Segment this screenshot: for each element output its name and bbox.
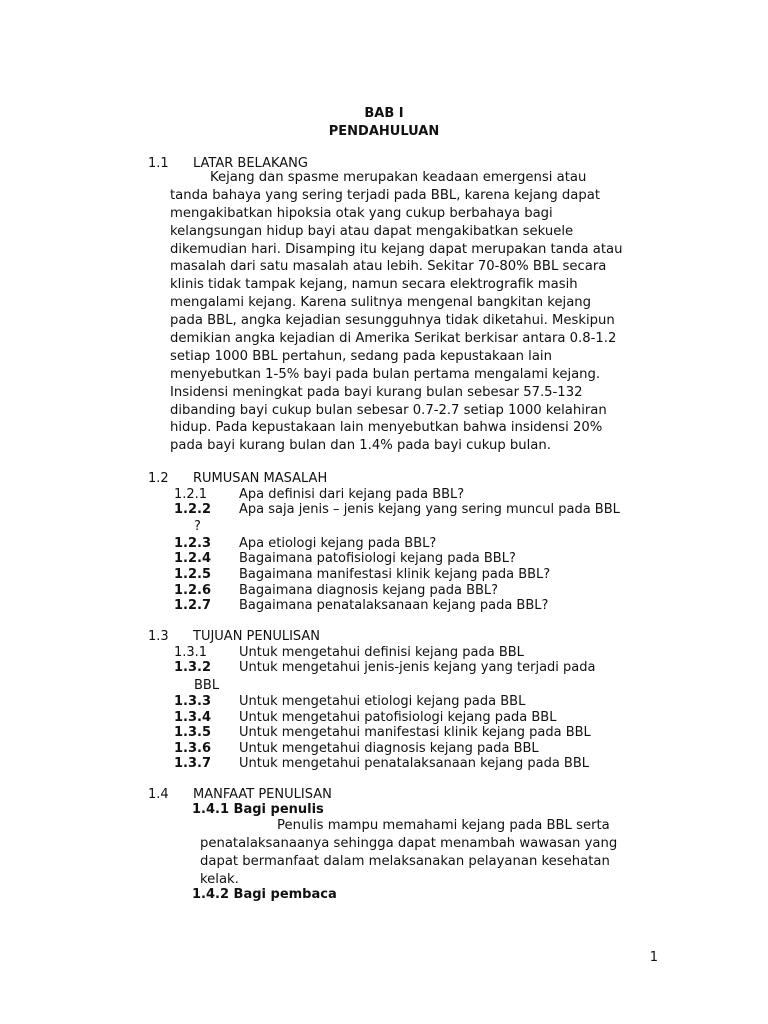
list-item-text: Untuk mengetahui penatalaksanaan kejang pada BBL xyxy=(239,756,590,771)
paragraph-line: dapat bermanfaat dalam melaksanakan pelayanan kesehatan xyxy=(200,853,610,869)
list-item-text: Bagaimana patofisiologi kejang pada BBL? xyxy=(239,551,516,566)
list-item-text: Untuk mengetahui diagnosis kejang pada BBL xyxy=(239,741,539,756)
section-1-3-title: TUJUAN PENULISAN xyxy=(193,629,321,644)
subsection-1-4-2-title: 1.4.2 Bagi pembaca xyxy=(192,887,337,902)
list-item-number: 1.3.5 xyxy=(174,725,212,740)
paragraph-line: Insidensi meningkat pada bayi kurang bulan sebesar 57.5-132 xyxy=(170,384,583,400)
paragraph-line: mengalami kejang. Karena sulitnya mengenal bangkitan kejang xyxy=(170,295,592,311)
section-1-1-paragraph xyxy=(170,169,622,455)
paragraph-line: pada BBL, angka kejadian sesungguhnya tidak diketahui. Meskipun xyxy=(170,313,615,329)
list-item-number: 1.2.2 xyxy=(174,502,212,517)
paragraph-line: Penulis mampu memahami kejang pada BBL serta xyxy=(277,818,610,833)
list-item-number: 1.3.6 xyxy=(174,741,212,756)
list-item-number: 1.2.1 xyxy=(174,487,208,502)
section-1-2-title: RUMUSAN MASALAH xyxy=(193,471,328,486)
section-1-4-title: MANFAAT PENULISAN xyxy=(193,787,332,802)
paragraph-line: hidup. Pada kepustakaan lain menyebutkan bahwa insidensi 20% xyxy=(170,420,603,436)
section-1-2-number: 1.2 xyxy=(148,471,169,486)
paragraph-line: masalah dari satu masalah atau lebih. Sekitar 70-80% BBL secara xyxy=(170,259,607,275)
list-item-number: 1.3.2 xyxy=(174,660,212,675)
subsection-1-4-1-title: 1.4.1 Bagi penulis xyxy=(192,802,324,817)
section-1-1-title: LATAR BELAKANG xyxy=(193,156,308,171)
paragraph-line: menyebutkan 1-5% bayi pada bulan pertama mengalami kejang. xyxy=(170,366,601,382)
list-item-text: Bagaimana diagnosis kejang pada BBL? xyxy=(239,583,499,598)
section-1-4-number: 1.4 xyxy=(148,787,169,802)
paragraph-line: dibanding bayi cukup bulan sebesar 0.7-2.7 setiap 1000 kelahiran xyxy=(170,402,607,418)
paragraph-line: demikian angka kejadian di Amerika Serikat berkisar antara 0.8-1.2 xyxy=(170,331,617,347)
list-item-number: 1.3.1 xyxy=(174,645,208,660)
list-item-number: 1.2.5 xyxy=(174,567,212,582)
list-item-number: 1.2.6 xyxy=(174,583,212,598)
list-item-number: 1.2.4 xyxy=(174,551,212,566)
list-item-number: 1.3.4 xyxy=(174,710,212,725)
list-item-text: Untuk mengetahui etiologi kejang pada BBL xyxy=(239,694,526,709)
list-item-number: 1.3.3 xyxy=(174,694,212,709)
list-item-text: Untuk mengetahui jenis-jenis kejang yang terjadi pada xyxy=(239,660,596,675)
page-number: 1 xyxy=(649,950,658,965)
paragraph-line: dikemudian hari. Disamping itu kejang dapat merupakan tanda atau xyxy=(170,241,623,257)
subsection-1-4-1-paragraph xyxy=(200,817,617,889)
paragraph-line: penatalaksanaanya sehingga dapat menambah wawasan yang xyxy=(200,835,618,851)
paragraph-line: klinis tidak tampak kejang, namun secara elektrografik masih xyxy=(170,277,578,293)
paragraph-line: kelak. xyxy=(200,871,239,887)
list-item-number: 1.2.7 xyxy=(174,598,212,613)
list-item-text: Untuk mengetahui patofisiologi kejang pada BBL xyxy=(239,710,557,725)
list-item-wrap: BBL xyxy=(194,678,220,693)
list-item-text: Apa etiologi kejang pada BBL? xyxy=(239,536,437,551)
section-1-3-number: 1.3 xyxy=(148,629,169,644)
list-item-text: Bagaimana penatalaksanaan kejang pada BBL? xyxy=(239,598,549,613)
list-item-text: Apa definisi dari kejang pada BBL? xyxy=(239,487,465,502)
paragraph-line: pada bayi kurang bulan dan 1.4% pada bayi cukup bulan. xyxy=(170,438,551,454)
list-item-wrap: ? xyxy=(194,519,201,534)
paragraph-line: kelangsungan hidup bayi atau dapat mengakibatkan sekuele xyxy=(170,223,574,239)
list-item-number: 1.2.3 xyxy=(174,536,212,551)
paragraph-line: mengakibatkan hipoksia otak yang cukup berbahaya bagi xyxy=(170,205,553,221)
list-item-text: Apa saja jenis – jenis kejang yang sering muncul pada BBL xyxy=(239,502,620,517)
list-item-text: Bagaimana manifestasi klinik kejang pada BBL? xyxy=(239,567,551,582)
section-1-1-number: 1.1 xyxy=(148,156,169,171)
chapter-label: BAB I xyxy=(364,106,404,121)
chapter-title: PENDAHULUAN xyxy=(328,124,440,139)
list-item-text: Untuk mengetahui definisi kejang pada BBL xyxy=(239,645,524,660)
paragraph-line: tanda bahaya yang sering terjadi pada BBL, karena kejang dapat xyxy=(170,187,601,203)
list-item-text: Untuk mengetahui manifestasi klinik kejang pada BBL xyxy=(239,725,591,740)
paragraph-line: Kejang dan spasme merupakan keadaan emergensi atau xyxy=(210,170,587,185)
paragraph-line: setiap 1000 BBL pertahun, sedang pada kepustakaan lain xyxy=(170,348,552,364)
list-item-number: 1.3.7 xyxy=(174,756,212,771)
